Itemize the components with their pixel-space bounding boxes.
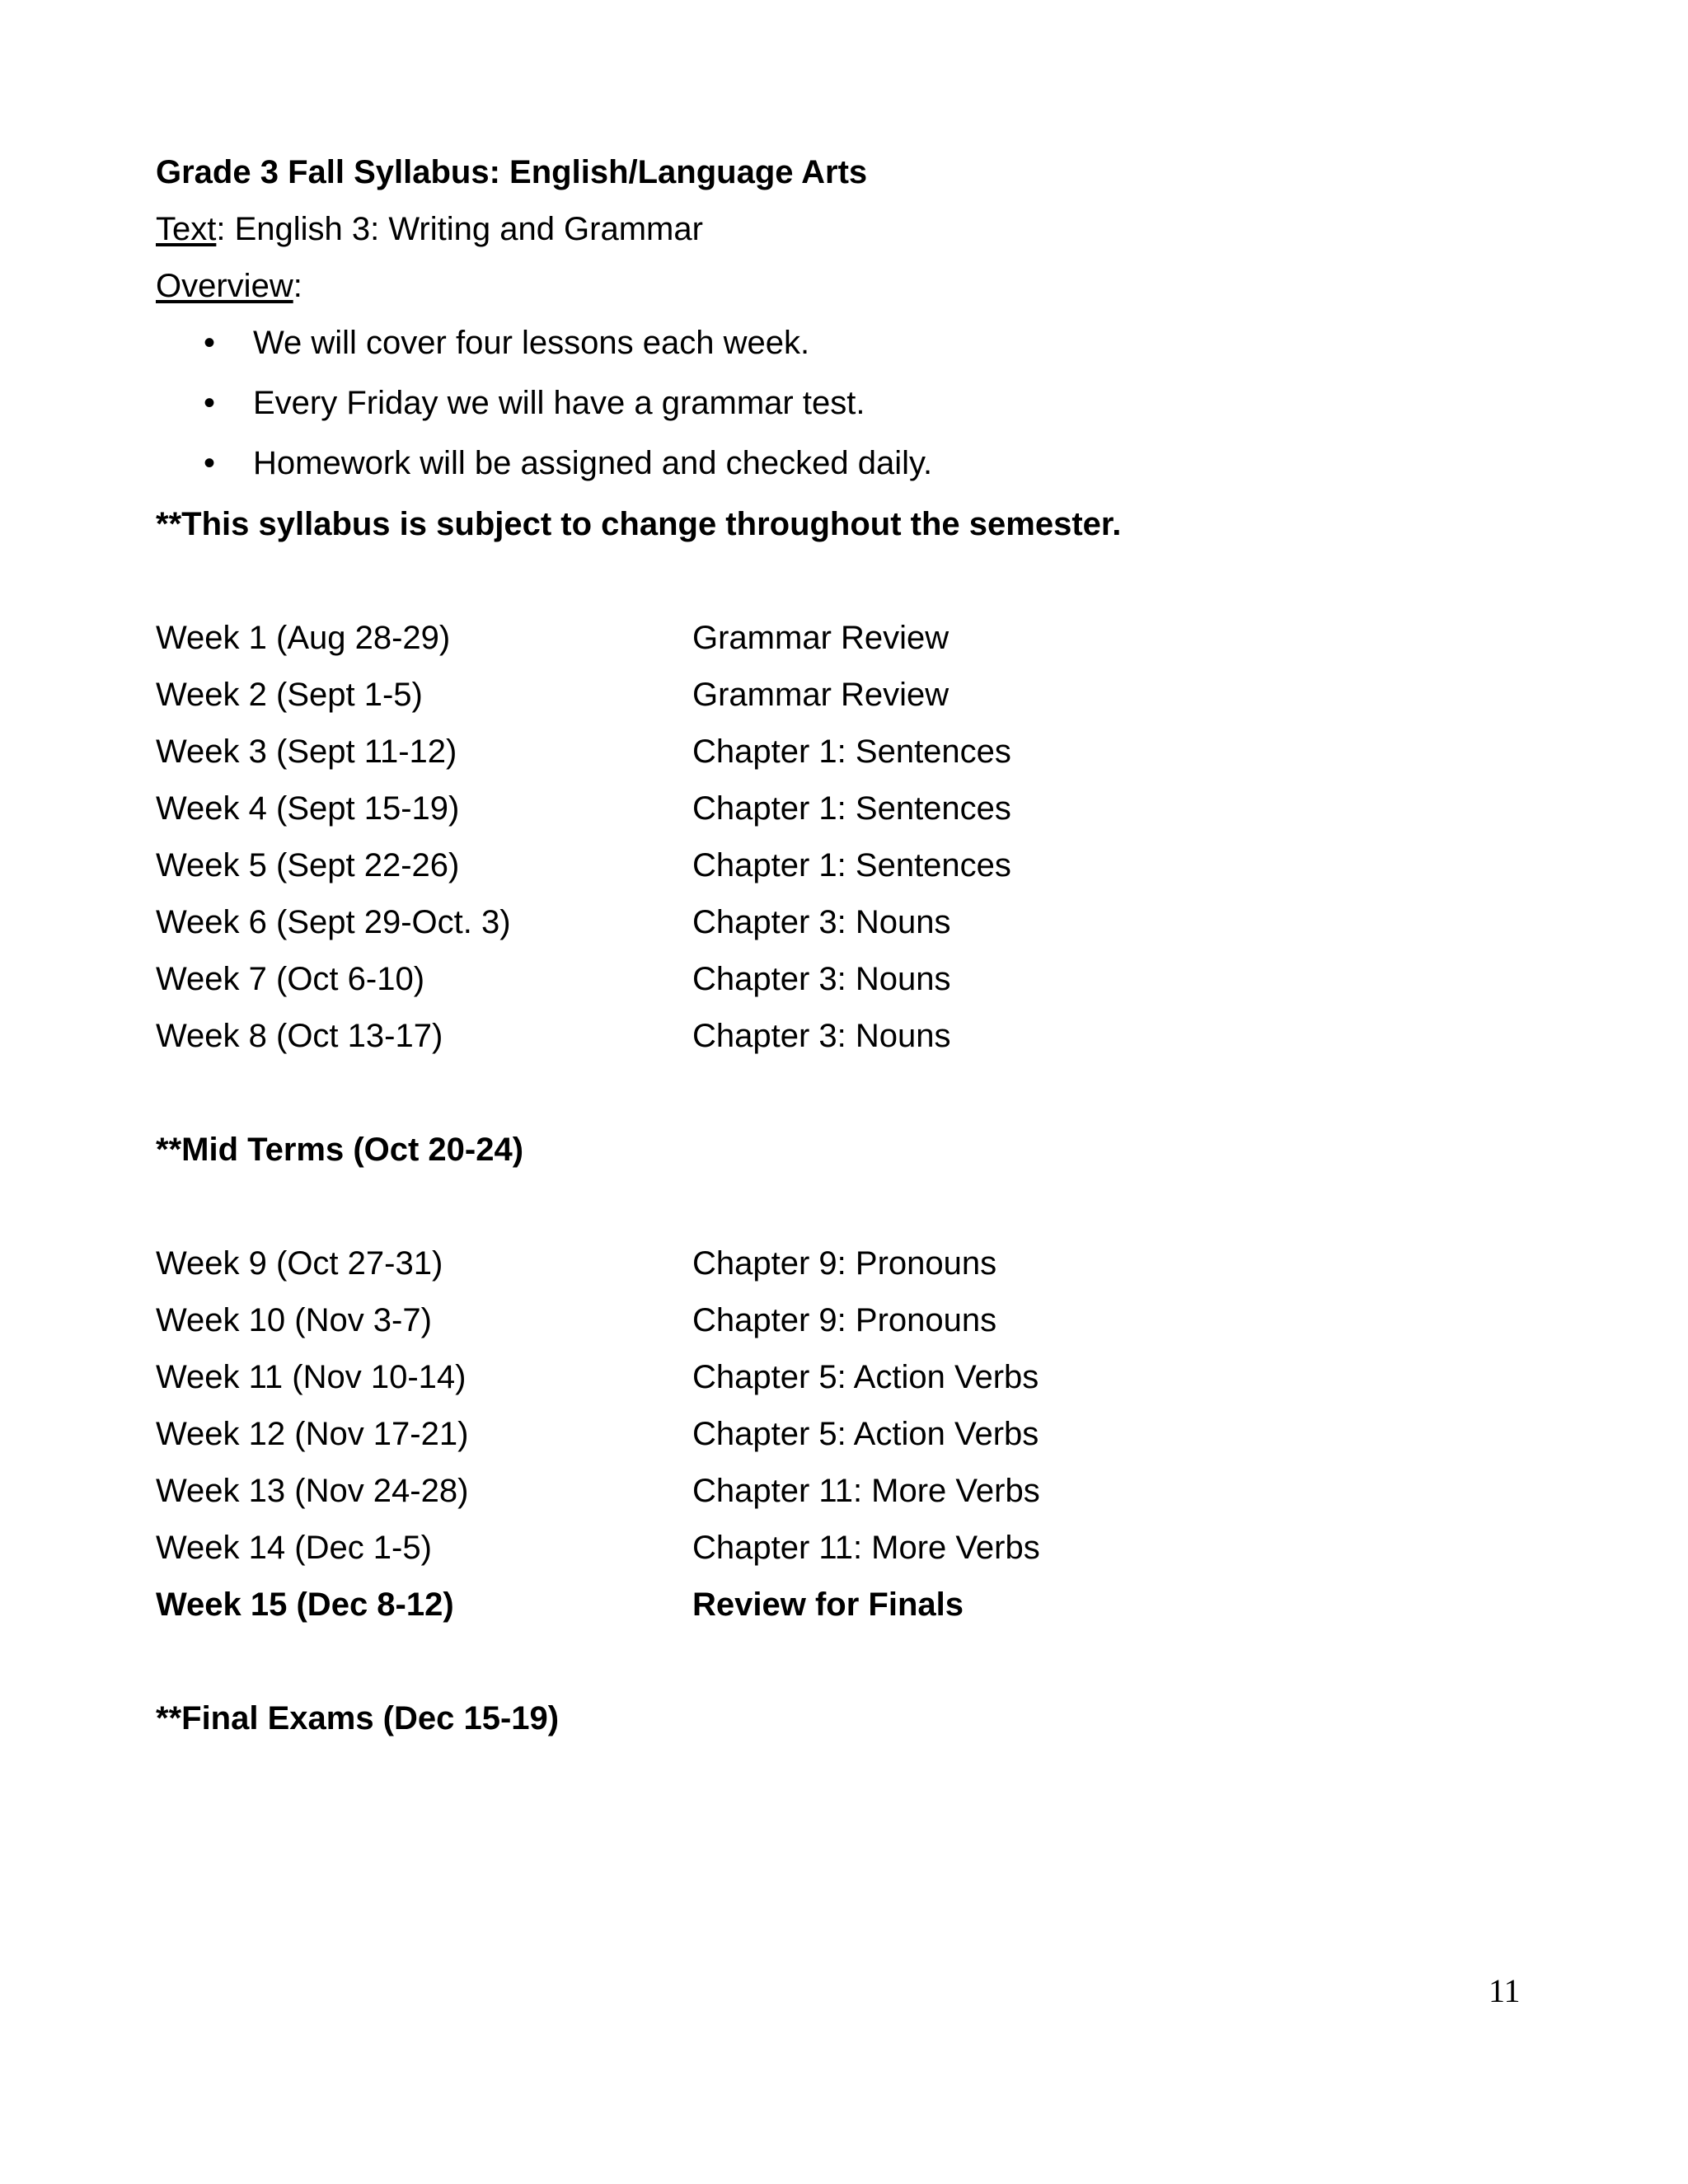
- topic-label: Chapter 3: Nouns: [692, 1018, 951, 1054]
- midterms-heading: **Mid Terms (Oct 20-24): [156, 1132, 524, 1168]
- bullet-text: Homework will be assigned and checked daily.: [253, 445, 933, 481]
- schedule-row: [156, 732, 1392, 771]
- topic-label: Chapter 5: Action Verbs: [692, 1359, 1039, 1395]
- overview-label: Overview: [156, 268, 293, 304]
- text-line: [156, 209, 703, 249]
- overview-line: [156, 266, 302, 306]
- week-label: Week 6 (Sept 29-Oct. 3): [156, 904, 511, 940]
- bullet-icon: •: [204, 325, 216, 361]
- change-notice: **This syllabus is subject to change throughout the semester.: [156, 506, 1122, 542]
- topic-label: Chapter 9: Pronouns: [692, 1245, 997, 1282]
- schedule-row: [156, 1357, 1392, 1397]
- schedule-row: [156, 1528, 1392, 1568]
- text-label: Text: [156, 211, 217, 247]
- week-label: Week 1 (Aug 28-29): [156, 620, 451, 656]
- topic-label: Chapter 11: More Verbs: [692, 1473, 1040, 1509]
- text-value: : English 3: Writing and Grammar: [216, 211, 703, 247]
- week-label: Week 11 (Nov 10-14): [156, 1359, 467, 1395]
- schedule-row: [156, 1471, 1392, 1511]
- schedule-row: [156, 959, 1392, 999]
- week-label: Week 15 (Dec 8-12): [156, 1586, 454, 1623]
- page-title: Grade 3 Fall Syllabus: English/Language Arts: [156, 154, 868, 190]
- page-number: 11: [1489, 1972, 1521, 2009]
- schedule-row: [156, 789, 1392, 828]
- topic-label: Chapter 11: More Verbs: [692, 1530, 1040, 1566]
- topic-label: Chapter 1: Sentences: [692, 847, 1011, 883]
- topic-label: Chapter 5: Action Verbs: [692, 1416, 1039, 1452]
- schedule-row-finals-review: [156, 1585, 1392, 1624]
- bullet-text: We will cover four lessons each week.: [253, 325, 810, 361]
- topic-label: Review for Finals: [692, 1586, 964, 1623]
- schedule-row: [156, 1301, 1392, 1340]
- week-label: Week 4 (Sept 15-19): [156, 790, 460, 827]
- schedule-row: [156, 675, 1392, 715]
- schedule-row: [156, 1244, 1392, 1283]
- topic-label: Chapter 3: Nouns: [692, 904, 951, 940]
- week-label: Week 8 (Oct 13-17): [156, 1018, 443, 1054]
- topic-label: Chapter 1: Sentences: [692, 733, 1011, 770]
- week-label: Week 3 (Sept 11-12): [156, 733, 457, 770]
- bullet-icon: •: [204, 445, 216, 481]
- topic-label: Chapter 3: Nouns: [692, 961, 951, 997]
- topic-label: Chapter 1: Sentences: [692, 790, 1011, 827]
- bullet-text: Every Friday we will have a grammar test.: [253, 385, 865, 421]
- schedule-row: [156, 1016, 1392, 1056]
- week-label: Week 2 (Sept 1-5): [156, 677, 423, 713]
- schedule-row: [156, 902, 1392, 942]
- topic-label: Grammar Review: [692, 677, 950, 713]
- finals-heading: **Final Exams (Dec 15-19): [156, 1700, 560, 1736]
- schedule-row: [156, 846, 1392, 885]
- week-label: Week 7 (Oct 6-10): [156, 961, 425, 997]
- week-label: Week 10 (Nov 3-7): [156, 1302, 432, 1338]
- overview-colon: :: [293, 268, 302, 304]
- topic-label: Grammar Review: [692, 620, 950, 656]
- bullet-icon: •: [204, 385, 216, 421]
- schedule-row: [156, 618, 1392, 658]
- schedule-row: [156, 1414, 1392, 1454]
- week-label: Week 13 (Nov 24-28): [156, 1473, 469, 1509]
- week-label: Week 5 (Sept 22-26): [156, 847, 460, 883]
- week-label: Week 14 (Dec 1-5): [156, 1530, 432, 1566]
- week-label: Week 12 (Nov 17-21): [156, 1416, 469, 1452]
- topic-label: Chapter 9: Pronouns: [692, 1302, 997, 1338]
- week-label: Week 9 (Oct 27-31): [156, 1245, 443, 1282]
